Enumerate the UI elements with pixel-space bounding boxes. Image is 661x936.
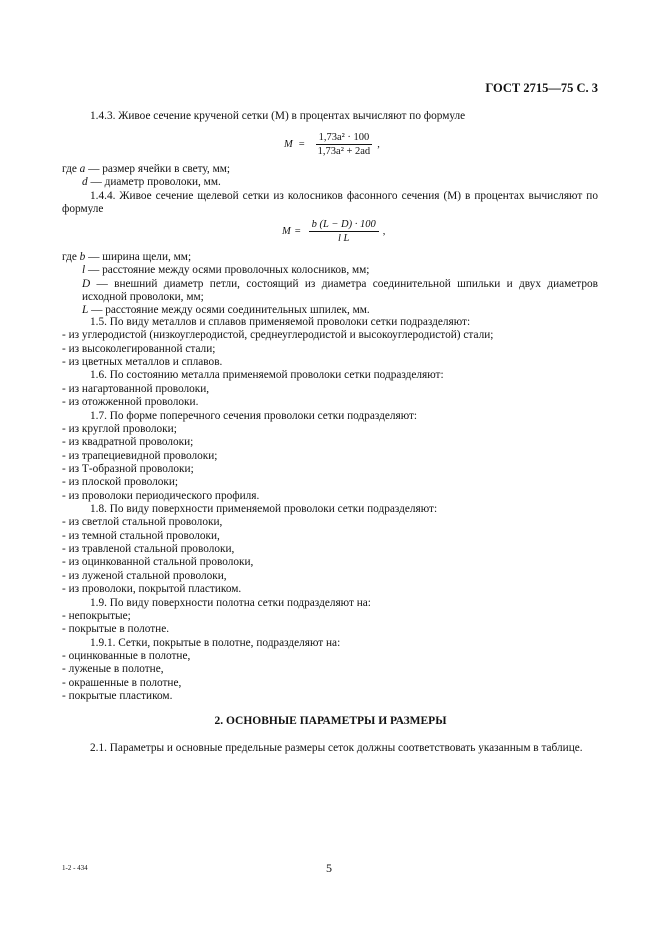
document-header: ГОСТ 2715—75 С. 3 [485,81,598,95]
list-item: - из высоколегированной стали; [62,342,216,355]
where-block-2 [62,251,598,318]
where-line: d — диаметр проволоки, мм. [82,176,221,189]
clause-heading: 1.6. По состоянию металла применяемой проволоки сетки подразделяют: [90,369,444,382]
where-line: L — расстояние между осями соединительных шпилек, мм. [82,304,370,317]
list-item: - из светлой стальной проволоки, [62,516,223,529]
clause-heading: 1.9.1. Сетки, покрытые в полотне, подразделяют на: [90,636,341,649]
formula-equals: = [294,226,301,237]
where-block-1 [62,163,598,216]
formula-tail: , [382,226,386,237]
clause-heading: 1.7. По форме поперечного сечения проволоки сетки подразделяют: [90,409,418,422]
footer-code: 1-2 - 434 [62,864,88,872]
classification-list [62,316,598,703]
list-item: - из квадратной проволоки; [62,436,194,449]
list-item: - из травленой стальной проволоки, [62,543,235,556]
list-item: - из отожженной проволоки. [62,396,199,409]
paragraph-2-1: 2.1. Параметры и основные предельные размеры сеток должны соответствовать указанным в таблице. [90,742,583,754]
where-line: l — расстояние между осями проволочных колосников, мм; [82,264,370,277]
formula-lhs: M [284,139,293,150]
list-item: - непокрытые; [62,609,131,622]
list-item: - из Т-образной проволоки; [62,462,194,475]
formula-denominator: 1,73a² + 2ad [317,146,371,157]
where-line: D — внешний диаметр петли, состоящий из диаметра соединительной шпильки и двух диаметров исходной проволоки, мм; [82,277,598,304]
list-item: - луженые в полотне, [62,663,164,676]
paragraph-1-4-3 [62,110,598,123]
formula-fraction [309,219,379,244]
list-item: - окрашенные в полотне, [62,676,182,689]
list-item: - покрытые пластиком. [62,690,173,703]
formula-1 [284,132,380,157]
formula-2 [282,219,385,244]
where-line: где b — ширина щели, мм; [62,251,192,263]
list-item: - из углеродистой (низкоуглеродистой, среднеуглеродистой и высокоуглеродистой) стали; [62,329,494,342]
list-item: - из круглой проволоки; [62,422,177,435]
list-item: - из проволоки, покрытой пластиком. [62,583,242,596]
list-item: - из плоской проволоки; [62,476,179,489]
formula-numerator: b (L − D) · 100 [309,219,379,232]
list-item: - из проволоки периодического профиля. [62,489,260,502]
page-number: 5 [326,861,332,875]
where-line: где a — размер ячейки в свету, мм; [62,163,231,175]
formula-equals: = [298,139,305,150]
clause-heading: 1.5. По виду металлов и сплавов применяемой проволоки сетки подразделяют: [90,316,471,328]
list-item: - из луженой стальной проволоки, [62,569,227,582]
list-item: - оцинкованные в полотне, [62,649,191,662]
clause-heading: 1.9. По виду поверхности полотна сетки подразделяют на: [90,596,371,609]
clause-heading: 1.8. По виду поверхности применяемой проволоки сетки подразделяют: [90,503,438,516]
list-item: - из оцинкованной стальной проволоки, [62,556,254,569]
list-item: - из нагартованной проволоки, [62,382,210,395]
list-item: - покрытые в полотне. [62,623,170,636]
formula-tail: , [377,139,380,150]
formula-denominator: l L [338,233,350,244]
section-heading: 2. ОСНОВНЫЕ ПАРАМЕТРЫ И РАЗМЕРЫ [214,715,447,727]
paragraph-text: 1.4.3. Живое сечение крученой сетки (M) в процентах вычисляют по формуле [90,110,466,122]
formula-fraction [315,132,374,157]
formula-lhs: M [282,226,291,237]
list-item: - из цветных металлов и сплавов. [62,356,223,369]
paragraph-1-4-4: 1.4.4. Живое сечение щелевой сетки из колосников фасонного сечения (M) в процентах вычисляют по формуле [62,189,598,216]
list-item: - из темной стальной проволоки, [62,529,220,542]
list-item: - из трапециевидной проволоки; [62,449,218,462]
formula-numerator: 1,73a² · 100 [316,132,373,145]
